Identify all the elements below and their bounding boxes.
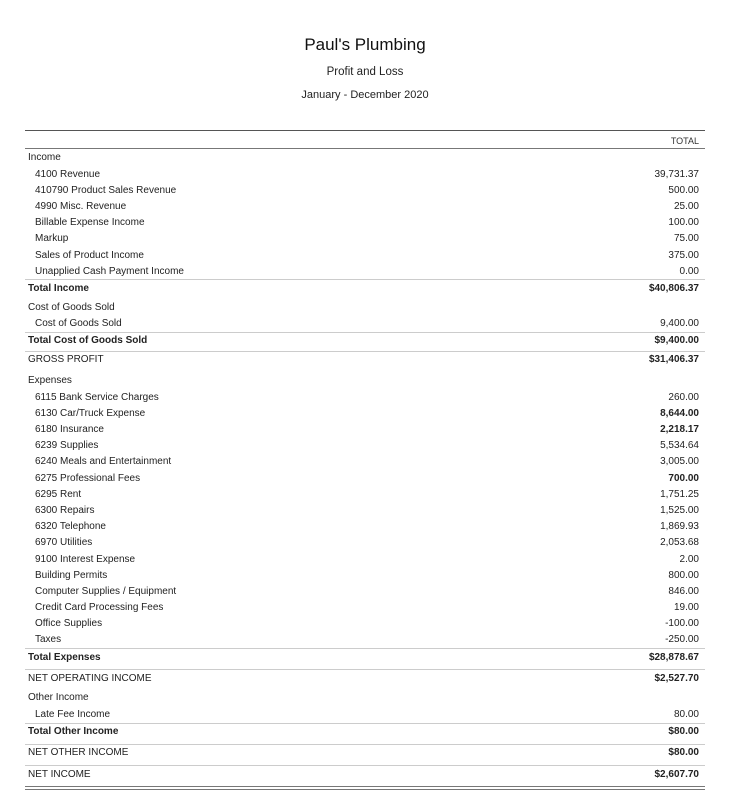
row-value: 2.00 (679, 553, 699, 565)
table-row (25, 600, 705, 616)
report-title: Profit and Loss (326, 66, 404, 78)
row-label: Credit Card Processing Fees (35, 602, 164, 614)
summary-row (25, 744, 705, 761)
table-row (25, 706, 705, 722)
table-row (25, 215, 705, 231)
section-header (25, 372, 705, 389)
row-value: 500.00 (668, 184, 699, 196)
row-label: 6115 Bank Service Charges (35, 391, 159, 403)
table-row (25, 486, 705, 502)
row-label: Markup (35, 233, 69, 245)
total-row (25, 332, 705, 349)
table-row (25, 198, 705, 214)
table-row (25, 583, 705, 599)
table-row (25, 247, 705, 263)
row-label: 6970 Utilities (35, 537, 93, 549)
table-bottom-double-rule (25, 786, 705, 790)
row-label: Taxes (35, 634, 62, 646)
row-label: Building Permits (35, 569, 108, 581)
total-row (25, 648, 705, 665)
row-value: 80.00 (673, 709, 699, 721)
row-label: Expenses (28, 375, 72, 387)
row-label: 6180 Insurance (35, 424, 104, 436)
table-row (25, 551, 705, 567)
row-label: 6275 Professional Fees (35, 472, 141, 484)
row-value: $80.00 (668, 747, 699, 759)
row-label: NET OTHER INCOME (28, 747, 129, 759)
table-row (25, 421, 705, 437)
table-row (25, 470, 705, 486)
row-label: Sales of Product Income (35, 249, 144, 261)
row-value: 1,525.00 (660, 504, 699, 516)
row-value: 39,731.37 (654, 168, 699, 180)
row-value: -250.00 (665, 634, 699, 646)
table-row (25, 535, 705, 551)
row-label: 4100 Revenue (35, 168, 101, 180)
row-label: 6295 Rent (35, 488, 82, 500)
row-label: NET INCOME (28, 768, 91, 780)
row-value: 100.00 (668, 217, 699, 229)
row-label: Other Income (28, 692, 89, 704)
table-row (25, 405, 705, 421)
section-header (25, 299, 705, 316)
row-label: Computer Supplies / Equipment (35, 585, 177, 597)
row-value: $40,806.37 (648, 282, 699, 294)
table-row (25, 438, 705, 454)
report-period: January - December 2020 (301, 89, 429, 101)
summary-row (25, 765, 705, 782)
company-name: Paul's Plumbing (304, 35, 426, 54)
row-label: Unapplied Cash Payment Income (35, 265, 184, 277)
row-label: NET OPERATING INCOME (28, 672, 152, 684)
row-label: GROSS PROFIT (28, 354, 104, 366)
table-row (25, 166, 705, 182)
table-row (25, 519, 705, 535)
row-label: Office Supplies (35, 618, 103, 630)
table-row (25, 632, 705, 648)
row-label: 6320 Telephone (35, 521, 106, 533)
table-body (25, 149, 705, 782)
row-label: Income (28, 152, 61, 163)
row-value: 260.00 (668, 391, 699, 403)
row-label: 4990 Misc. Revenue (35, 200, 127, 212)
row-value: 0.00 (679, 265, 699, 277)
section-header (25, 689, 705, 706)
row-label: Total Cost of Goods Sold (28, 335, 148, 347)
row-value: 375.00 (668, 249, 699, 261)
row-value: 19.00 (673, 602, 699, 614)
row-value: $9,400.00 (654, 335, 699, 347)
row-label: Billable Expense Income (35, 217, 145, 229)
section-header (25, 149, 705, 166)
row-label: 410790 Product Sales Revenue (35, 184, 177, 196)
row-label: Total Other Income (28, 726, 119, 738)
row-value: $31,406.37 (648, 354, 699, 366)
table-row (25, 231, 705, 247)
row-label: Cost of Goods Sold (35, 318, 122, 330)
total-row (25, 279, 705, 296)
table-row (25, 502, 705, 518)
row-label: 6300 Repairs (35, 504, 95, 516)
row-label: Cost of Goods Sold (28, 301, 115, 313)
row-value: 1,869.93 (660, 521, 699, 533)
summary-row (25, 351, 705, 368)
table-row (25, 567, 705, 583)
row-label: Total Income (28, 282, 89, 294)
row-value: 5,534.64 (660, 440, 699, 452)
row-label: 6240 Meals and Entertainment (35, 456, 172, 468)
row-label: 6130 Car/Truck Expense (35, 407, 146, 419)
row-label: Late Fee Income (35, 709, 111, 721)
table-row (25, 389, 705, 405)
row-value: $80.00 (668, 726, 699, 738)
table-row (25, 454, 705, 470)
table-row (25, 616, 705, 632)
row-value: 9,400.00 (660, 318, 699, 330)
table-row (25, 263, 705, 279)
table-row (25, 182, 705, 198)
row-label: Total Expenses (28, 651, 101, 663)
row-value: 800.00 (668, 569, 699, 581)
row-value: 3,005.00 (660, 456, 699, 468)
row-label: 6239 Supplies (35, 440, 99, 452)
row-value: 2,053.68 (660, 537, 699, 549)
table-row (25, 316, 705, 332)
summary-row (25, 669, 705, 686)
row-value: $2,607.70 (654, 768, 699, 780)
row-value: 2,218.17 (660, 424, 699, 436)
total-row (25, 723, 705, 740)
profit-loss-table (25, 130, 705, 790)
row-value: $2,527.70 (654, 672, 699, 684)
row-value: -100.00 (665, 618, 699, 630)
column-header-total: TOTAL (25, 131, 705, 149)
row-value: 700.00 (668, 472, 699, 484)
row-value: 8,644.00 (660, 407, 699, 419)
row-value: 25.00 (673, 200, 699, 212)
row-label: 9100 Interest Expense (35, 553, 136, 565)
row-value: 846.00 (668, 585, 699, 597)
row-value: 1,751.25 (660, 488, 699, 500)
row-value: 75.00 (673, 233, 699, 245)
row-value: $28,878.67 (648, 651, 699, 663)
